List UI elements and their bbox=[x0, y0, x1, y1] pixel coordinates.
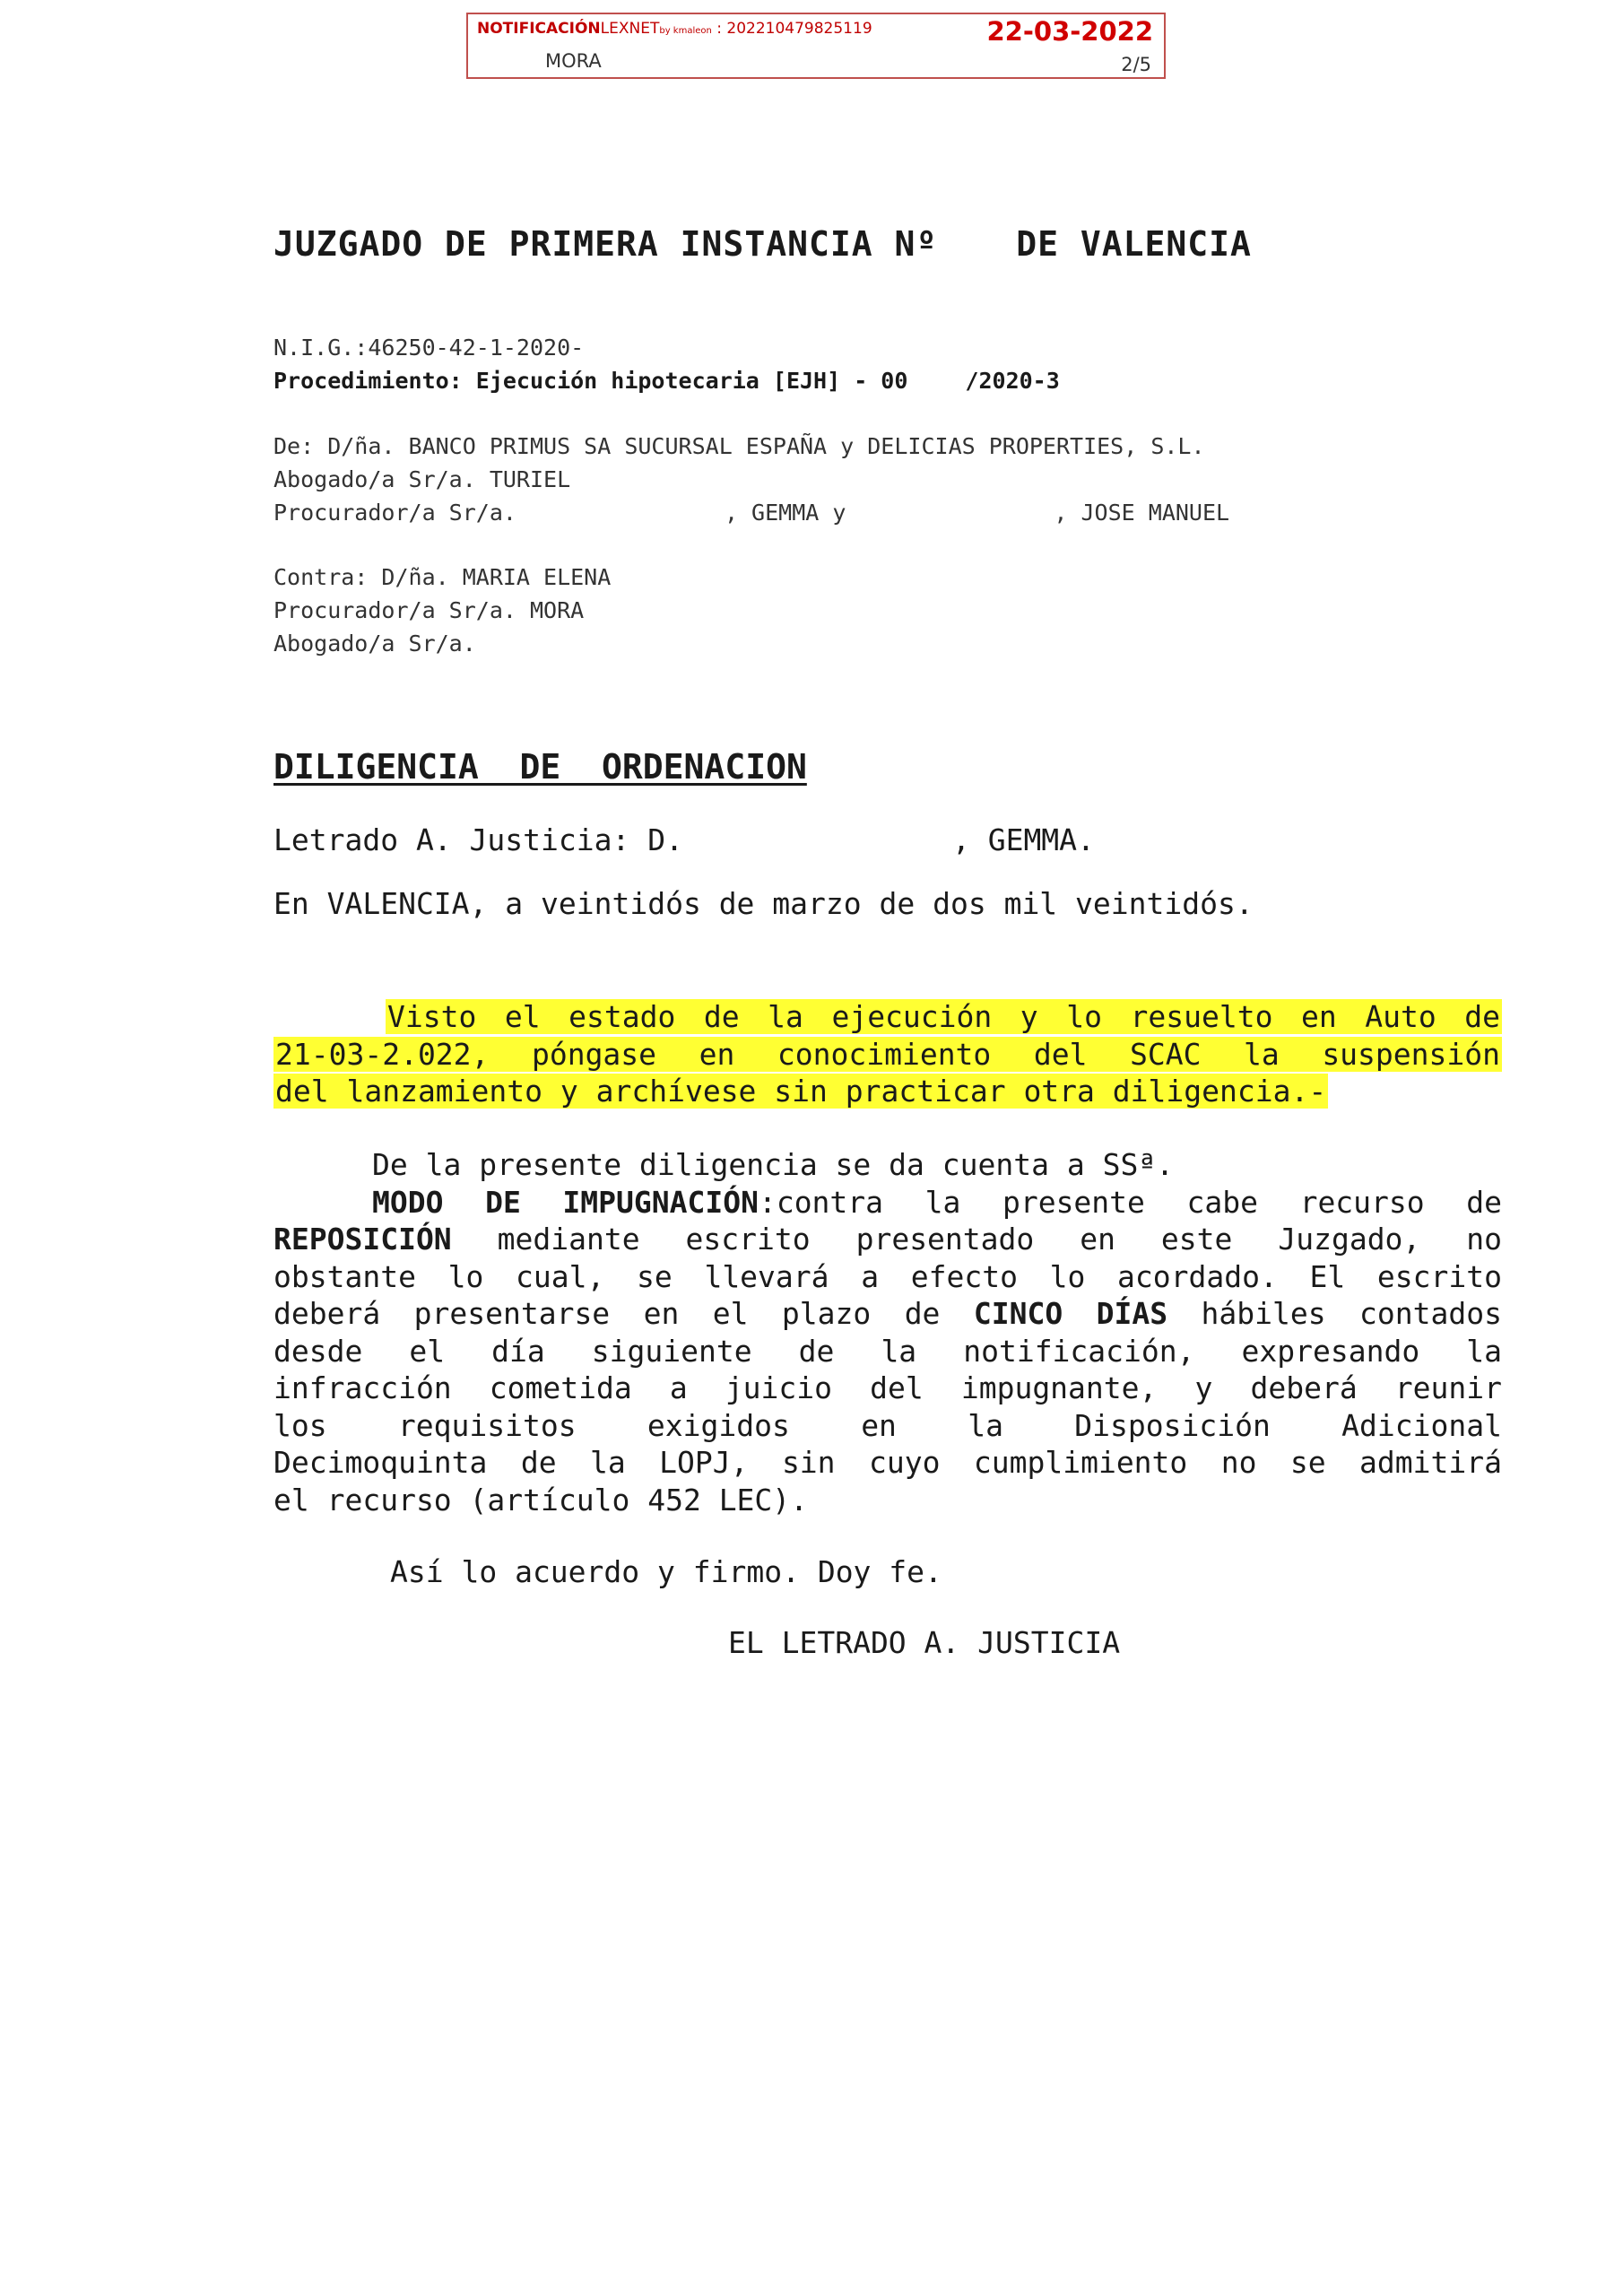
diligencia-title: DILIGENCIA DE ORDENACION bbox=[273, 747, 807, 787]
letrado bbox=[273, 822, 1095, 857]
lugar-fecha: En VALENCIA, a veintidós de marzo de dos mil veintidós. bbox=[273, 886, 1254, 921]
stamp-brand: LEXNET bbox=[600, 20, 660, 38]
procedimiento bbox=[273, 368, 1060, 394]
stamp-by: by kmaleon bbox=[659, 26, 712, 36]
stamp-page: 2/5 bbox=[1121, 54, 1151, 75]
court-title-b: DE VALENCIA bbox=[1016, 224, 1252, 264]
stamp-holder: MORA bbox=[545, 50, 602, 72]
stamp-date: 22-03-2022 bbox=[986, 16, 1153, 47]
modo-line-5: desde el día siguiente de la notificación, expresando la bbox=[273, 1333, 1502, 1369]
visto-paragraph bbox=[273, 998, 1502, 1110]
cuenta-line: De la presente diligencia se da cuenta a SSª. bbox=[372, 1147, 1175, 1182]
stamp-label: NOTIFICACIÓN bbox=[477, 20, 601, 38]
firma: EL LETRADO A. JUSTICIA bbox=[728, 1625, 1121, 1660]
modo-line-7: los requisitos exigidos en la Disposición Adicional bbox=[273, 1407, 1502, 1443]
stamp-header bbox=[477, 20, 872, 38]
impugnacion-paragraph bbox=[273, 1146, 1502, 1518]
court-title-a: JUZGADO DE PRIMERA INSTANCIA Nº bbox=[273, 224, 938, 264]
modo-line-1: MODO DE IMPUGNACIÓN:contra la presente cabe recurso de bbox=[372, 1184, 1502, 1220]
modo-line-3: obstante lo cual, se llevará a efecto lo acordado. El escrito bbox=[273, 1258, 1502, 1294]
parte-de: De: D/ña. BANCO PRIMUS SA SUCURSAL ESPAÑA y DELICIAS PROPERTIES, S.L. bbox=[273, 433, 1205, 459]
cinco-dias: CINCO DÍAS bbox=[973, 1296, 1168, 1331]
abogado-de: Abogado/a Sr/a. TURIEL bbox=[273, 466, 571, 492]
procedimiento-num: /2020-3 bbox=[965, 368, 1060, 394]
letrado-a: Letrado A. Justicia: D. bbox=[273, 822, 683, 857]
procurador-de bbox=[273, 500, 1229, 526]
court-title bbox=[273, 224, 1252, 264]
procedimiento-label: Procedimiento: Ejecución hipotecaria [EJH] - 00 bbox=[273, 368, 908, 394]
modo-label: MODO DE IMPUGNACIÓN bbox=[372, 1184, 759, 1220]
modo-line-9: el recurso (artículo 452 LEC). bbox=[273, 1482, 809, 1518]
stamp-number: : 202210479825119 bbox=[711, 20, 872, 38]
procurador-contra: Procurador/a Sr/a. MORA bbox=[273, 597, 585, 623]
procurador-de-a: Procurador/a Sr/a. bbox=[273, 500, 516, 526]
modo-line-2: REPOSICIÓN mediante escrito presentado en este Juzgado, no bbox=[273, 1222, 1502, 1257]
lexnet-stamp bbox=[466, 13, 1166, 79]
letrado-b: , GEMMA. bbox=[951, 822, 1095, 857]
nig: N.I.G.:46250-42-1-2020- bbox=[273, 335, 585, 361]
visto-line-2: 21-03-2.022, póngase en conocimiento del SCAC la suspensión bbox=[275, 1036, 1500, 1072]
reposicion: REPOSICIÓN bbox=[273, 1222, 452, 1257]
modo-line-4: deberá presentarse en el plazo de CINCO DÍAS hábiles contados bbox=[273, 1296, 1502, 1331]
visto-line-3: del lanzamiento y archívese sin practicar otra diligencia.- bbox=[275, 1074, 1327, 1109]
abogado-contra: Abogado/a Sr/a. bbox=[273, 631, 476, 657]
visto-line-1: Visto el estado de la ejecución y lo resuelto en Auto de bbox=[387, 999, 1500, 1034]
cierre: Así lo acuerdo y firmo. Doy fe. bbox=[390, 1554, 942, 1589]
procurador-de-b: , GEMMA y bbox=[724, 500, 846, 526]
modo-line-8: Decimoquinta de la LOPJ, sin cuyo cumplimiento no se admitirá bbox=[273, 1445, 1502, 1480]
parte-contra: Contra: D/ña. MARIA ELENA bbox=[273, 564, 612, 590]
modo-line-6: infracción cometida a juicio del impugnante, y deberá reunir bbox=[273, 1370, 1502, 1405]
procurador-de-c: , JOSE MANUEL bbox=[1054, 500, 1230, 526]
